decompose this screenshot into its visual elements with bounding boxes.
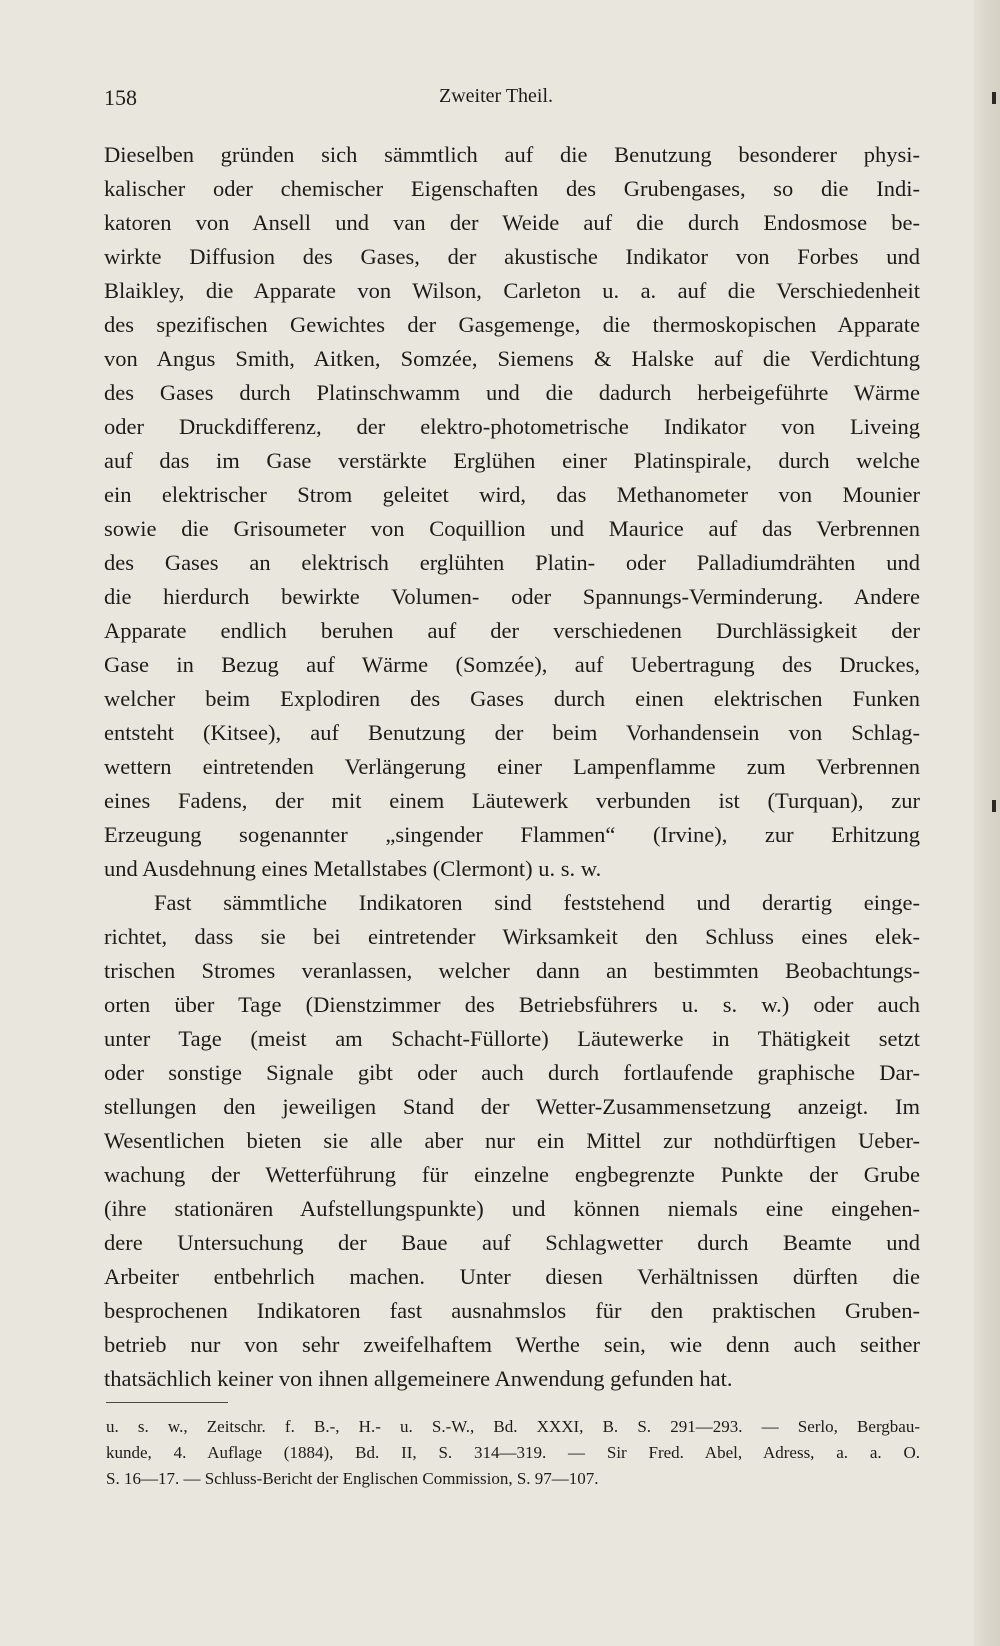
text-line: besprochenen Indikatoren fast ausnahmslos für den praktischen Gruben-: [104, 1298, 920, 1323]
text-line: des spezifischen Gewichtes der Gasgemenge, die thermoskopischen Apparate: [104, 312, 920, 337]
text-line: (ihre stationären Aufstellungspunkte) und können niemals eine eingehen-: [104, 1196, 920, 1221]
text-line: Wesentlichen bieten sie alle aber nur ein Mittel zur nothdürftigen Ueber-: [104, 1128, 920, 1153]
text-line: von Angus Smith, Aitken, Somzée, Siemens & Halske auf die Verdichtung: [104, 346, 920, 371]
text-line: Apparate endlich beruhen auf der verschiedenen Durchlässigkeit der: [104, 618, 920, 643]
text-line: des Gases an elektrisch erglühten Platin- oder Palladiumdrähten und: [104, 550, 920, 575]
margin-mark: [992, 800, 996, 812]
text-line: welcher beim Explodiren des Gases durch einen elektrischen Funken: [104, 686, 920, 711]
text-line: wirkte Diffusion des Gases, der akustische Indikator von Forbes und: [104, 244, 920, 269]
text-line: Gase in Bezug auf Wärme (Somzée), auf Uebertragung des Druckes,: [104, 652, 920, 677]
text-line: katoren von Ansell und van der Weide auf die durch Endosmose be-: [104, 210, 920, 235]
text-line: oder Druckdifferenz, der elektro-photometrische Indikator von Liveing: [104, 414, 920, 439]
footnote: [106, 1414, 920, 1492]
margin-mark: [992, 92, 996, 104]
paragraph-end-line: und Ausdehnung eines Metallstabes (Clermont) u. s. w.: [104, 856, 602, 881]
text-line: die hierdurch bewirkte Volumen- oder Spannungs-Verminderung. Andere: [104, 584, 920, 609]
text-line: kalischer oder chemischer Eigenschaften des Grubengases, so die Indi-: [104, 176, 920, 201]
text-line: wachung der Wetterführung für einzelne engbegrenzte Punkte der Grube: [104, 1162, 920, 1187]
footnote-line: S. 16—17. — Schluss-Bericht der Englischen Commission, S. 97—107.: [106, 1469, 599, 1488]
footnote-line: u. s. w., Zeitschr. f. B.-, H.- u. S.-W., Bd. XXXI, B. S. 291—293. — Serlo, Bergbau-: [106, 1417, 920, 1436]
text-line: trischen Stromes veranlassen, welcher dann an bestimmten Beobachtungs-: [104, 958, 920, 983]
text-line: Arbeiter entbehrlich machen. Unter diesen Verhältnissen dürften die: [104, 1264, 920, 1289]
text-line: richtet, dass sie bei eintretender Wirksamkeit den Schluss eines elek-: [104, 924, 920, 949]
footnote-line: kunde, 4. Auflage (1884), Bd. II, S. 314—319. — Sir Fred. Abel, Adress, a. a. O.: [106, 1443, 920, 1462]
paragraph-start-line: Fast sämmtliche Indikatoren sind feststehend und derartig einge-: [154, 890, 920, 915]
text-line: entsteht (Kitsee), auf Benutzung der beim Vorhandensein von Schlag-: [104, 720, 920, 745]
text-line: Dieselben gründen sich sämmtlich auf die Benutzung besonderer physi-: [104, 142, 920, 167]
page-header: [104, 85, 914, 119]
running-title: Zweiter Theil.: [439, 85, 554, 107]
text-line: ein elektrischer Strom geleitet wird, das Methanometer von Mounier: [104, 482, 920, 507]
paragraph-end-line: thatsächlich keiner von ihnen allgemeinere Anwendung gefunden hat.: [104, 1366, 733, 1391]
text-line: sowie die Grisoumeter von Coquillion und Maurice auf das Verbrennen: [104, 516, 920, 541]
text-line: betrieb nur von sehr zweifelhaftem Werthe sein, wie denn auch seither: [104, 1332, 920, 1357]
text-line: wettern eintretenden Verlängerung einer Lampenflamme zum Verbrennen: [104, 754, 920, 779]
footnote-rule: [106, 1402, 228, 1403]
text-line: eines Fadens, der mit einem Läutewerk verbunden ist (Turquan), zur: [104, 788, 920, 813]
text-line: stellungen den jeweiligen Stand der Wetter-Zusammensetzung anzeigt. Im: [104, 1094, 920, 1119]
text-line: auf das im Gase verstärkte Erglühen einer Platinspirale, durch welche: [104, 448, 920, 473]
text-line: orten über Tage (Dienstzimmer des Betriebsführers u. s. w.) oder auch: [104, 992, 920, 1017]
text-line: dere Untersuchung der Baue auf Schlagwetter durch Beamte und: [104, 1230, 920, 1255]
page-edge: [974, 0, 1000, 1646]
text-line: unter Tage (meist am Schacht-Füllorte) Läutewerke in Thätigkeit setzt: [104, 1026, 920, 1051]
body-text: [104, 138, 920, 1396]
text-line: oder sonstige Signale gibt oder auch durch fortlaufende graphische Dar-: [104, 1060, 920, 1085]
text-line: Erzeugung sogenannter „singender Flammen“ (Irvine), zur Erhitzung: [104, 822, 920, 847]
text-line: des Gases durch Platinschwamm und die dadurch herbeigeführte Wärme: [104, 380, 920, 405]
page-number: 158: [104, 85, 137, 110]
text-line: Blaikley, die Apparate von Wilson, Carleton u. a. auf die Verschiedenheit: [104, 278, 920, 303]
